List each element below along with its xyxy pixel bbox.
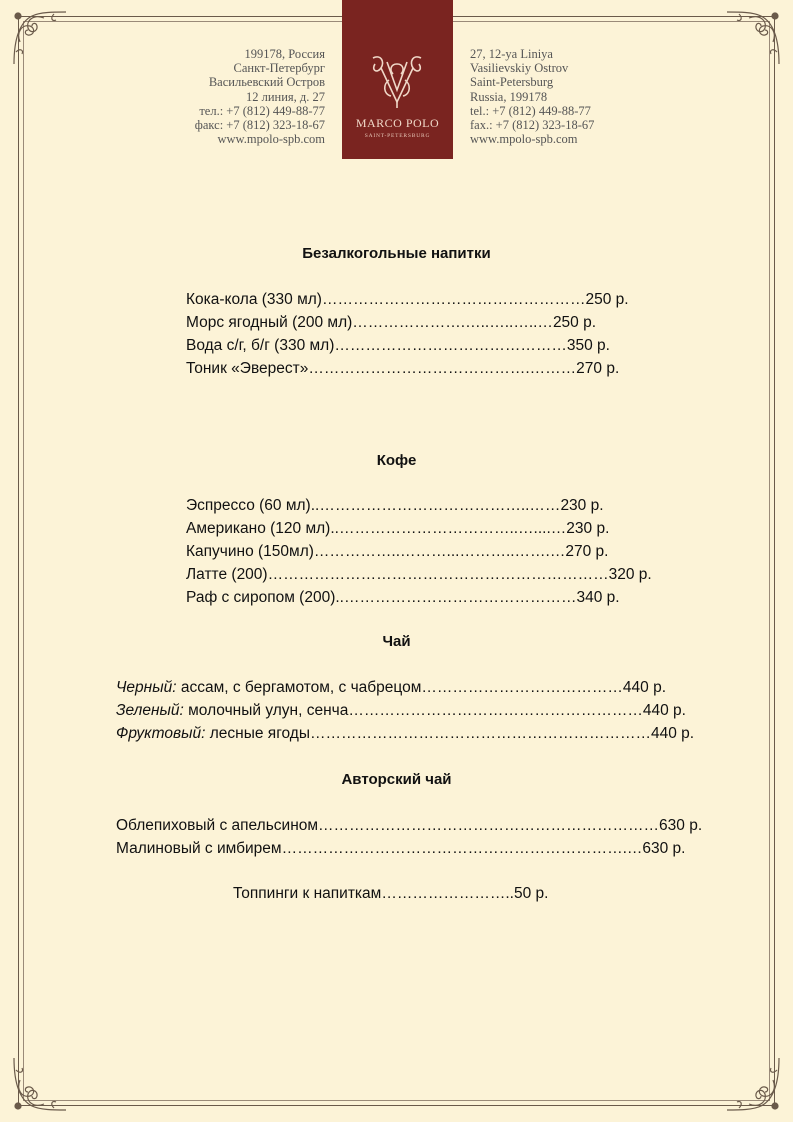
item-price: 250 р. [552,314,597,331]
corner-ornament-icon [10,1054,70,1114]
item-price: 250 р. [585,291,629,308]
menu-item [116,702,686,720]
address-line: fax.: +7 (812) 323-18-67 [470,118,595,133]
item-name: молочный улун, сенча [183,702,349,719]
tea-type-label: Черный: [116,679,177,696]
item-leader: …………………………………………… [321,291,586,308]
item-name: Эспрессо (60 мл) [186,497,311,514]
address-line: 27, 12-ya Liniya [470,47,553,61]
address-line: Васильевский Остров [208,75,325,90]
address-line: tel.: +7 (812) 449-88-77 [470,103,591,118]
item-name: Американо (120 мл) [186,520,331,537]
item-name: лесные ягоды [205,725,310,742]
item-price: 50 р. [513,885,549,902]
address-line: тел.: +7 (812) 449-88-77 [199,103,325,118]
item-price: 350 р. [566,337,610,354]
item-price: 270 р. [576,360,620,377]
corner-ornament-icon [723,8,783,68]
item-name: Раф с сиропом (200) [186,589,336,606]
item-leader: ..……………………………………… [335,589,577,606]
item-name: Тоник «Эверест» [186,360,309,377]
item-leader: ………………….…..…..…..… [352,314,553,331]
item-leader: ………………………………………………………… [267,566,609,583]
section-title-soft-drinks: Безалкогольные напитки [302,245,491,262]
item-leader: ………………………………………………… [348,702,643,719]
address-russian [195,47,325,146]
item-price: 230 р. [560,497,604,514]
section-title-tea: Чай [382,633,411,650]
item-leader: ………………………………… [421,679,623,696]
item-leader: ………………………………………………………….… [281,840,643,857]
menu-item [186,566,652,584]
address-line: факс: +7 (812) 323-18-67 [194,118,325,133]
menu-item [186,543,608,561]
section-title-coffee: Кофе [376,452,417,469]
item-name: Латте (200) [186,566,268,583]
menu-item [186,520,609,538]
tea-type-label: Зеленый: [116,702,184,719]
item-leader: ………………………………………………………… [318,817,660,834]
address-line: Saint-Petersburg [470,75,554,90]
monogram-icon [367,52,427,112]
item-price: 320 р. [608,566,652,583]
item-name: Малиновый с имбирем [116,840,282,857]
address-line: Russia, 199178 [470,89,548,104]
address-line: 199178, Россия [244,47,325,61]
corner-ornament-icon [10,8,70,68]
item-price: 630 р. [659,817,703,834]
item-name: Топпинги к напиткам [233,885,382,902]
item-name: Облепиховый с апельсином [116,817,319,834]
item-leader: …………………….. [381,885,514,902]
item-price: 630 р. [642,840,686,857]
item-name: Вода с/г, б/г (330 мл) [186,337,335,354]
address-line: Санкт-Петербург [233,61,325,76]
item-leader: ………………………………………………………… [309,725,651,742]
item-name: Капучино (150мл) [186,543,314,560]
menu-item [186,497,604,515]
menu-item [116,817,702,835]
menu-item [186,337,610,355]
item-leader: ……………………………………… [334,337,567,354]
section-title-author-tea: Авторский чай [341,771,452,788]
item-price: 340 р. [576,589,620,606]
item-price: 230 р. [566,520,610,537]
item-name: ассам, с бергамотом, с чабрецом [176,679,422,696]
menu-item [186,291,629,309]
logo-subtitle: SAINT-PETERSBURG [364,133,431,139]
menu-item [116,840,685,858]
website-link[interactable]: www.mpolo-spb.com [470,132,578,147]
tea-type-label: Фруктовый: [116,725,206,742]
menu-item [116,725,694,743]
menu-item-toppings [233,885,548,903]
item-name: Кока-кола (330 мл) [186,291,322,308]
item-price: 440 р. [642,702,686,719]
address-english [470,47,594,146]
menu-item [186,360,619,378]
restaurant-logo [342,0,453,159]
page-frame-inner [23,21,770,1101]
item-price: 440 р. [650,725,695,742]
address-line: 12 линия, д. 27 [245,89,325,104]
item-leader: ..……………………………..…....… [330,520,567,537]
item-price: 270 р. [565,543,609,560]
item-leader: ..…………………………………..…… [310,497,561,514]
website-link[interactable]: www.mpolo-spb.com [217,132,325,147]
menu-item [186,589,620,607]
menu-item [186,314,596,332]
item-price: 440 р. [622,679,667,696]
corner-ornament-icon [723,1054,783,1114]
item-leader: ……………..………...………..…….… [313,543,566,560]
item-leader: …………………………………….……… [308,360,577,377]
item-name: Морс ягодный (200 мл) [186,314,353,331]
address-line: Vasilievskiy Ostrov [470,61,569,76]
logo-name: MARCO POLO [355,116,440,130]
menu-item [116,679,666,697]
